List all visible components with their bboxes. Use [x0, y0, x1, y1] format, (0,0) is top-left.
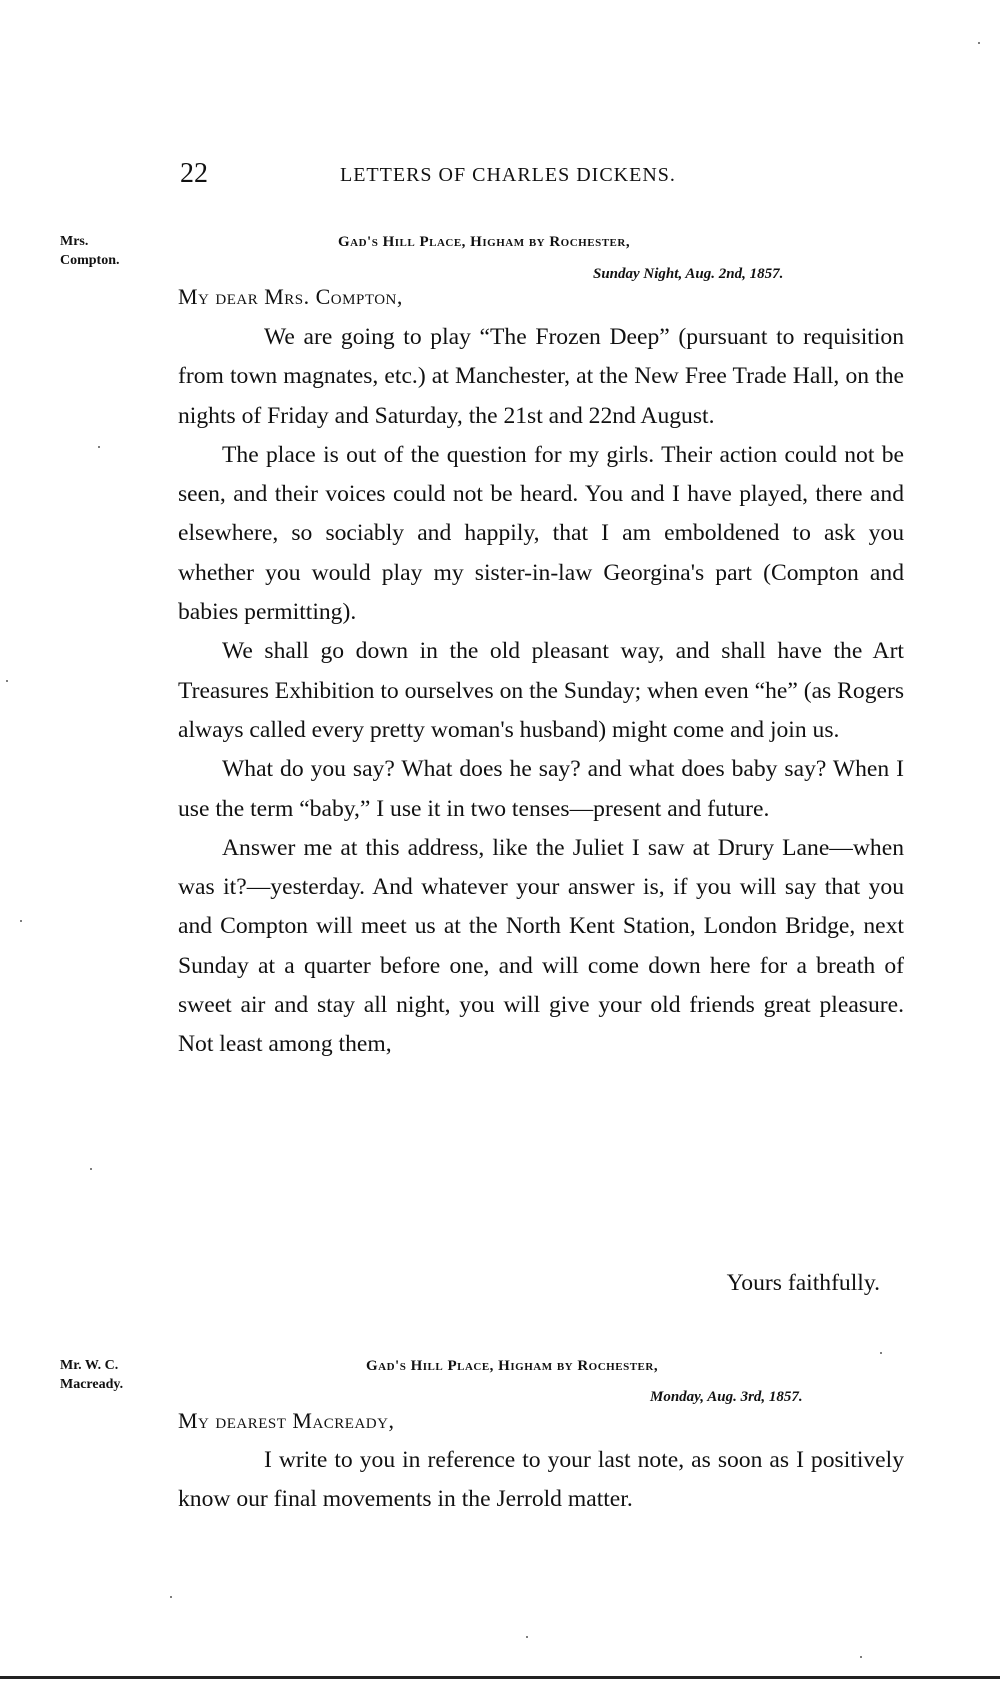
bottom-rule — [0, 1676, 1000, 1679]
letter-paragraph: Answer me at this address, like the Juliet I saw at Drury Lane—when was it?—yesterday. And whatever your answer is, if you will say that you and Compton will meet us at the North Kent Station, London Bridge, next Sunday at a quarter before one, and will come down here for a breath of sweet air and stay all night, you will give your old friends great pleasure. Not least among them, — [178, 834, 904, 1058]
letter-dateline: Monday, Aug. 3rd, 1857. — [650, 1389, 803, 1405]
scan-speck — [978, 42, 980, 44]
letter-body — [178, 318, 904, 1065]
page-number: 22 — [180, 158, 208, 189]
letter-body — [178, 1441, 904, 1520]
sidenote-line: Mrs. — [60, 234, 89, 249]
letter-paragraph: I write to you in reference to your last note, as soon as I positively know our final movements in the Jerrold matter. — [178, 1447, 904, 1513]
letter-salutation: My dear Mrs. Compton, — [178, 284, 403, 309]
letter-address: Gad's Hill Place, Higham by Rochester, — [338, 234, 631, 250]
sidenote-line: Macready. — [60, 1377, 124, 1392]
scan-speck — [20, 920, 22, 922]
scan-speck — [526, 1636, 528, 1638]
letter-address: Gad's Hill Place, Higham by Rochester, — [366, 1358, 659, 1374]
running-head: LETTERS OF CHARLES DICKENS. — [340, 164, 676, 186]
letter-paragraph: What do you say? What does he say? and what does baby say? When I use the term “baby,” I use it in two tenses—present and future. — [178, 756, 904, 822]
sidenote-line: Mr. W. C. — [60, 1358, 119, 1373]
letter-paragraph: We are going to play “The Frozen Deep” (pursuant to requisition from town magnates, etc.) at Manchester, at the New Free Trade Hall, on the nights of Friday and Saturday, the 21st and 22nd August. — [178, 324, 904, 429]
scan-speck — [170, 1596, 172, 1598]
recipient-sidenote — [60, 232, 120, 270]
scan-speck — [90, 1168, 92, 1170]
scan-speck — [880, 1352, 882, 1354]
scan-speck — [6, 680, 8, 682]
letter-dateline: Sunday Night, Aug. 2nd, 1857. — [593, 266, 784, 282]
letter-paragraph: We shall go down in the old pleasant way, and shall have the Art Treasures Exhibition to ourselves on the Sunday; when even “he” (as Rogers always called every pretty woman's husband) might come and join us. — [178, 638, 904, 743]
sidenote-line: Compton. — [60, 253, 120, 268]
recipient-sidenote — [60, 1356, 123, 1394]
letter-paragraph: The place is out of the question for my girls. Their action could not be seen, and their voices could not be heard. You and I have played, there and elsewhere, so sociably and happily, that I am emboldened to ask you whether you would play my sister-in-law Georgina's part (Compton and babies permitting). — [178, 441, 904, 626]
letter-closing: Yours faithfully. — [726, 1270, 880, 1296]
letter-salutation: My dearest Macready, — [178, 1408, 395, 1433]
scan-speck — [860, 1656, 862, 1658]
scan-speck — [98, 446, 100, 448]
